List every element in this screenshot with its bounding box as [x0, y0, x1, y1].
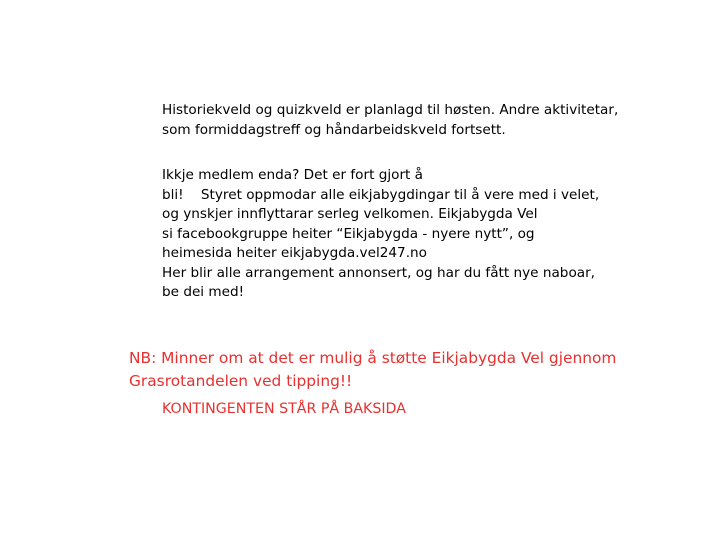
grasrot-notice	[129, 347, 616, 392]
paragraph-line: heimesida heiter eikjabygda.vel247.no	[162, 245, 427, 261]
paragraph-membership	[162, 166, 599, 303]
kontingent-notice: KONTINGENTEN STÅR PÅ BAKSIDA	[162, 401, 406, 417]
paragraph-line: som formiddagstreff og håndarbeidskveld fortsett.	[162, 121, 506, 138]
notice-line: NB: Minner om at det er mulig å støtte Eikjabygda Vel gjennom	[129, 349, 617, 367]
paragraph-line: si facebookgruppe heiter “Eikjabygda - nyere nytt”, og	[162, 225, 535, 242]
paragraph-line: Historiekveld og quizkveld er planlagd til høsten. Andre aktivitetar,	[162, 102, 619, 118]
paragraph-line: bli! Styret oppmodar alle eikjabygdingar til å vere med i velet,	[162, 186, 600, 203]
paragraph-activities	[162, 101, 618, 140]
paragraph-line: og ynskjer innflyttarar serleg velkomen. Eikjabygda Vel	[162, 206, 538, 222]
paragraph-line: be dei med!	[162, 284, 245, 300]
paragraph-line: Her blir alle arrangement annonsert, og har du fått nye naboar,	[162, 264, 595, 281]
paragraph-line: Ikkje medlem enda? Det er fort gjort å	[162, 167, 424, 183]
notice-line: Grasrotandelen ved tipping!!	[129, 371, 353, 390]
